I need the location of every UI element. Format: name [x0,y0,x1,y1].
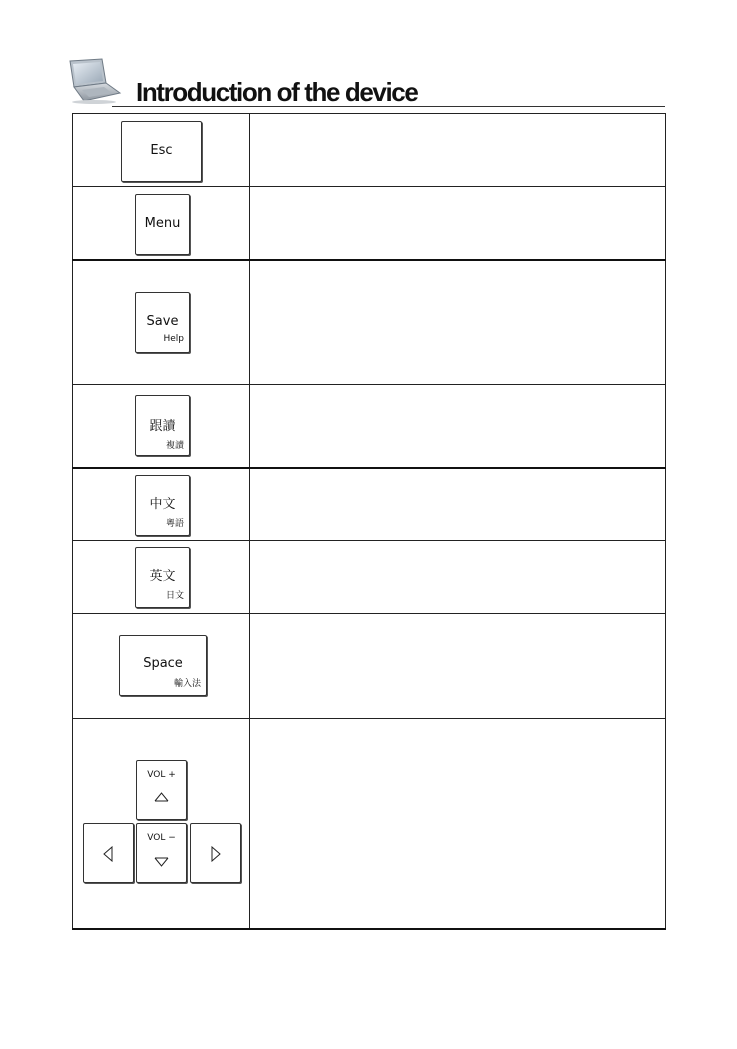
table-row [73,260,666,385]
key-cell [73,114,250,187]
key-label: 英文 [149,569,176,584]
key-sublabel: 複讀 [165,441,184,451]
table-row [73,541,666,614]
key-table [72,113,666,930]
key-cell [73,719,250,929]
key-sublabel: 輸入法 [173,679,201,689]
page-title: Introduction of the device [136,77,418,107]
english-key [135,547,190,608]
key-label: 中文 [149,496,176,512]
down-arrow-icon [154,857,169,867]
key-description [250,260,666,385]
key-sublabel: 粵語 [165,518,184,529]
right-arrow-icon [211,846,221,862]
table-row [73,468,666,541]
key-description [250,719,666,929]
key-cell [73,541,250,614]
key-sublabel: Help [163,333,184,344]
up-arrow-icon [154,792,169,802]
key-cell [73,385,250,468]
space-key [119,635,207,696]
chinese-key [135,475,190,536]
key-label: Esc [150,143,173,158]
key-cell [73,260,250,385]
key-label: Save [146,313,179,329]
key-description [250,385,666,468]
table-row [73,385,666,468]
repeat-key [135,395,190,456]
table-row [73,614,666,719]
key-cell [73,187,250,260]
key-label: VOL + [147,770,176,780]
right-arrow-key [190,823,241,883]
table-row [73,719,666,929]
title-divider [112,106,665,107]
menu-key [135,194,190,255]
key-description [250,187,666,260]
key-label: Menu [144,216,181,231]
key-sublabel: 日文 [165,591,184,601]
key-label: Space [143,656,183,671]
key-description [250,541,666,614]
key-description [250,468,666,541]
key-cell [73,614,250,719]
volume-down-key [136,823,187,883]
save-help-key [135,292,190,353]
key-description [250,114,666,187]
key-label: 跟讀 [149,419,176,434]
laptop-icon [62,57,122,105]
left-arrow-key [83,823,134,883]
key-description [250,614,666,719]
key-cell [73,468,250,541]
esc-key [121,121,202,182]
table-row [73,114,666,187]
volume-up-key [136,760,187,820]
key-label: VOL − [147,833,176,843]
left-arrow-icon [103,846,113,862]
table-row [73,187,666,260]
